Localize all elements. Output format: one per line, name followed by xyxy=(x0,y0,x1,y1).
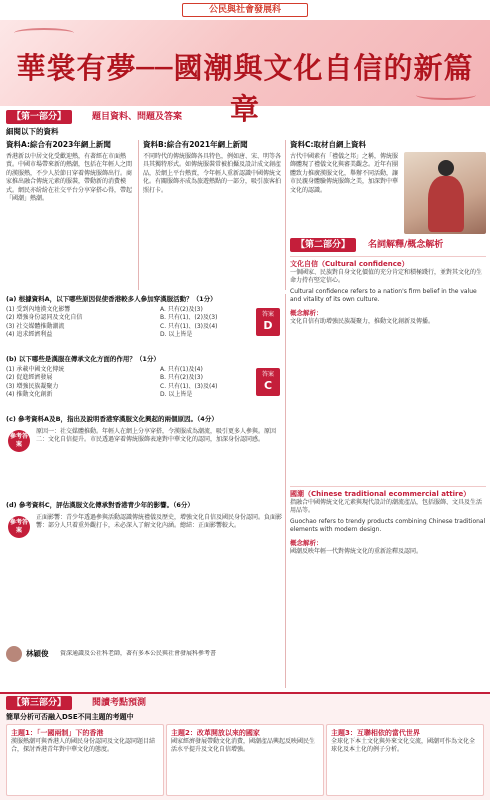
theme-body: 全球化下本土文化與外來文化交流，國潮可作為文化全球化及本土化的例子分析。 xyxy=(331,738,476,754)
part1-label: 【第一部分】 xyxy=(6,110,72,124)
theme-card-3 xyxy=(326,724,484,796)
theme-title: 主題2：改革開放以來的國家 xyxy=(171,729,260,737)
concept-heading: 概念解析： xyxy=(290,538,323,547)
source-b xyxy=(143,140,281,290)
question-b-prompt: (b) 以下哪些是漢服在傳承文化方面的作用？（1分） xyxy=(6,355,160,363)
question-d-answer: 正面影響：青少年透過參與活動認識傳統禮儀及歷史，增強文化自信及國民身份認同。負面影響：部分人只着重外觀打卡，未必深入了解文化內涵。總結：正面影響較大。 xyxy=(36,514,283,530)
theme-body: 國家經濟發展帶動文化消費，國潮產品興起反映國民生活水平提升及文化自信增強。 xyxy=(171,738,316,754)
reference-answer-badge: 參考答案 xyxy=(8,516,30,538)
photo-figure-head xyxy=(438,160,454,176)
part2-header xyxy=(290,238,486,252)
term-en: Cultural confidence refers to a nation's firm belief in the value and vitality of its own culture. xyxy=(290,287,477,304)
source-b-heading: 資料B:綜合有2021年網上新聞 xyxy=(143,140,248,149)
divider xyxy=(138,140,139,290)
question-b-option: (1) 承載中國文化傳統 xyxy=(6,366,65,373)
answer-label: 答案 xyxy=(261,311,274,318)
question-b xyxy=(6,354,282,412)
term-en: Guochao refers to trendy products combining Chinese traditional elements with modern design. xyxy=(290,517,486,534)
question-a-option: (1) 受到內地漢文化影響 xyxy=(6,306,71,313)
source-a-heading: 資料A:綜合有2023年網上新聞 xyxy=(6,140,111,149)
answer-badge xyxy=(256,308,280,336)
section-tag: 公民與社會發展科 xyxy=(182,3,308,17)
question-b-choice: C. 只有(1)、(3)及(4) xyxy=(160,382,218,390)
question-b-option: (3) 增強民族凝聚力 xyxy=(6,382,59,390)
concept-heading: 概念解析： xyxy=(290,308,323,317)
term-title: 文化自信（Cultural confidence） xyxy=(290,260,409,268)
question-d xyxy=(6,500,282,640)
source-c-heading: 資料C:取材自網上資料 xyxy=(290,140,367,149)
divider xyxy=(285,294,286,688)
question-a-option: (3) 社交媒體推動潮流 xyxy=(6,322,65,330)
concept-body: 國潮反映年輕一代對傳統文化的重新詮釋及認同。 xyxy=(290,547,423,555)
theme-body: 漢服熱潮可與香港人的國民身份認同及文化認同題目結合，探討香港青年對中華文化的態度。 xyxy=(11,738,156,754)
question-c-answer: 原因一：社交媒體推動。年輕人在網上分享穿搭，令漢服成為潮流，吸引更多人參與。原因二：文化自信提升。市民透過穿着傳統服飾表達對中華文化的認同，加深身份認同感。 xyxy=(36,428,277,444)
question-b-option: (4) 推動文化創新 xyxy=(6,391,53,399)
question-a-choice: D. 以上皆是 xyxy=(160,331,193,339)
theme-title: 主題1：「一國兩制」下的香港 xyxy=(11,729,104,737)
theme-card-2 xyxy=(166,724,324,796)
question-a xyxy=(6,294,282,352)
question-d-prompt: (d) 參考資料C，評估漢服文化傳承對香港青少年的影響。（6分） xyxy=(6,501,194,509)
term-guochao xyxy=(290,486,486,688)
divider xyxy=(285,140,286,290)
theme-card-1 xyxy=(6,724,164,796)
part3-label: 【第三部分】 xyxy=(6,696,72,710)
part2-label: 【第二部分】 xyxy=(290,238,356,252)
answer-badge xyxy=(256,368,280,396)
author-credit xyxy=(6,646,282,662)
intro-text: 細閱以下的資料 xyxy=(6,127,59,136)
part3-section xyxy=(0,692,490,800)
answer-value: D xyxy=(263,319,273,332)
source-a xyxy=(6,140,134,290)
source-b-body: 不同時代的傳統服飾各具特色，例如唐、宋、明等各具其獨特形式。如傳統服裝常被拍攝及設計成文創產品，於網上平台熱賣，令年輕人重新認識中國傳統文化。有關服飾亦成為旅遊熱點的一部分，吸引旅客拍照打卡。 xyxy=(143,153,281,194)
question-c xyxy=(6,414,282,496)
theme-title: 主題3：互聯相依的當代世界 xyxy=(331,729,420,737)
term-title: 國潮（Chinese traditional ecommercial attire） xyxy=(290,490,471,498)
term-cn: 一個國家、民族對自身文化價值的充分肯定和積極踐行，並對其文化的生命力持有堅定信心。 xyxy=(290,269,483,285)
question-a-option: (2) 增強身份認同及文化自信 xyxy=(6,314,83,322)
question-a-choice: C. 只有(1)、(3)及(4) xyxy=(160,322,218,330)
part2-subtitle: 名詞解釋/概念解析 xyxy=(368,240,444,250)
source-c-body: 古代中國素有「禮儀之邦」之稱，傳統服飾體現了禮儀文化與審美觀念。近年有團體致力推廣漢服文化，舉辦不同活動，讓市民親身體驗傳統服飾之美，加深對中華文化的認識。 xyxy=(290,153,399,194)
question-b-choice: D. 以上皆是 xyxy=(160,391,193,399)
part1-header xyxy=(6,110,286,124)
question-c-prompt: (c) 參考資料A及B，指出及說明香港穿漢服文化興起的兩個原因。（4分） xyxy=(6,415,218,423)
term-cultural-confidence xyxy=(290,256,486,482)
concept-body: 文化自信有助增強民族凝聚力，推動文化創新及傳播。 xyxy=(290,317,435,325)
part3-header xyxy=(6,696,286,710)
reference-answer-badge: 參考答案 xyxy=(8,430,30,452)
part1-subtitle: 題目資料、問題及答案 xyxy=(92,112,183,122)
hanfu-photo xyxy=(404,152,486,234)
source-a-body: 香港新以中居文化受歡迎熱，有著經在市面熱賣。中國市場帶來新的熱潮，包括在年輕人之間的漢服熱，不少人於節日穿着傳統服飾出行。商家推出融合傳統元素的服裝，帶動新的消費模式。網民亦紛紛在社交平台分享穿搭心得，帶起「國潮」熱潮。 xyxy=(6,153,133,203)
question-a-choice: A. 只有(2)及(3) xyxy=(160,306,203,313)
author-name: 林穎俊 xyxy=(26,649,49,658)
question-a-prompt: (a) 根據資料A，以下哪些原因促使香港較多人參加穿漢服活動？（1分） xyxy=(6,295,217,303)
question-b-option: (2) 促進經濟發展 xyxy=(6,374,53,382)
term-cn: 指融合中國傳統文化元素與現代設計的潮流產品，包括服飾、文具及生活用品等。 xyxy=(290,499,483,515)
avatar xyxy=(6,646,22,662)
question-a-choice: B. 只有(1)、(2)及(3) xyxy=(160,314,218,322)
top-strip xyxy=(0,0,490,20)
author-desc: 資深通識及公社科老師，著有多本公民與社會發展科參考書 xyxy=(60,650,217,657)
question-a-option: (4) 追求經濟利益 xyxy=(6,331,53,339)
part3-intro: 簡單分析可否融入DSE不同主題的考題中 xyxy=(6,713,134,721)
page-title: 華裳有夢──國潮與文化自信的新篇章 xyxy=(16,51,474,126)
part3-subtitle: 閱讀考點預測 xyxy=(92,698,147,708)
answer-label: 答案 xyxy=(261,371,274,378)
answer-value: C xyxy=(263,379,273,392)
question-b-choice: B. 只有(2)及(3) xyxy=(160,374,203,382)
photo-figure-dress xyxy=(428,176,464,232)
banner-decoration-left xyxy=(14,28,74,38)
question-b-choice: A. 只有(1)及(4) xyxy=(160,366,203,373)
